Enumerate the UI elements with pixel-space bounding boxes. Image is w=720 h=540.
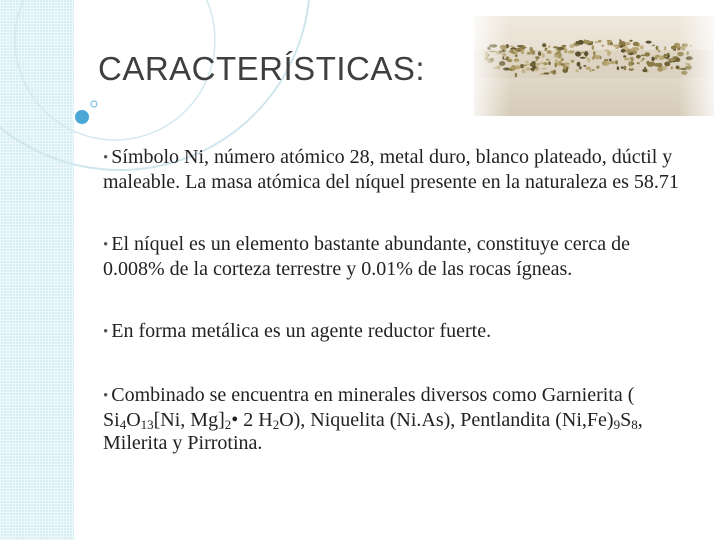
nickel-sample-vial-photo xyxy=(474,16,714,116)
bullet-text: El níquel es un elemento bastante abundante, constituye cerca de 0.008% de la corteza terrestre y 0.01% de las rocas ígneas. xyxy=(103,233,630,280)
bullet-item xyxy=(103,384,688,455)
bullet-item xyxy=(103,320,688,345)
bullet-text: En forma metálica es un agente reductor fuerte. xyxy=(111,320,492,342)
bullet-text: Símbolo Ni, número atómico 28, metal duro, blanco plateado, dúctil y maleable. La masa atómica del níquel presente en la naturaleza es 58.71 xyxy=(103,146,679,193)
bullet-item xyxy=(103,146,688,194)
accent-dot xyxy=(74,109,90,125)
bullet-glyph: • xyxy=(103,324,109,340)
bullet-list xyxy=(103,146,688,494)
decorative-side-strip xyxy=(0,0,74,540)
bullet-text-minerals: Combinado se encuentra en minerales diversos como Garnierita ( $Si_4O_{13}[Ni$, $Mg]_2•$ 2 $H_2O$), Niquelita (Ni.As), Pentlandita $(Ni,Fe)_9S_8$, Milerita y Pirrotina. xyxy=(103,384,643,454)
small-ring xyxy=(91,101,97,107)
bullet-glyph: • xyxy=(103,150,109,166)
bullet-glyph: • xyxy=(103,237,109,253)
slide-title: CARACTERÍSTICAS: xyxy=(98,50,426,87)
bullet-glyph: • xyxy=(103,388,109,404)
bullet-item xyxy=(103,233,688,281)
